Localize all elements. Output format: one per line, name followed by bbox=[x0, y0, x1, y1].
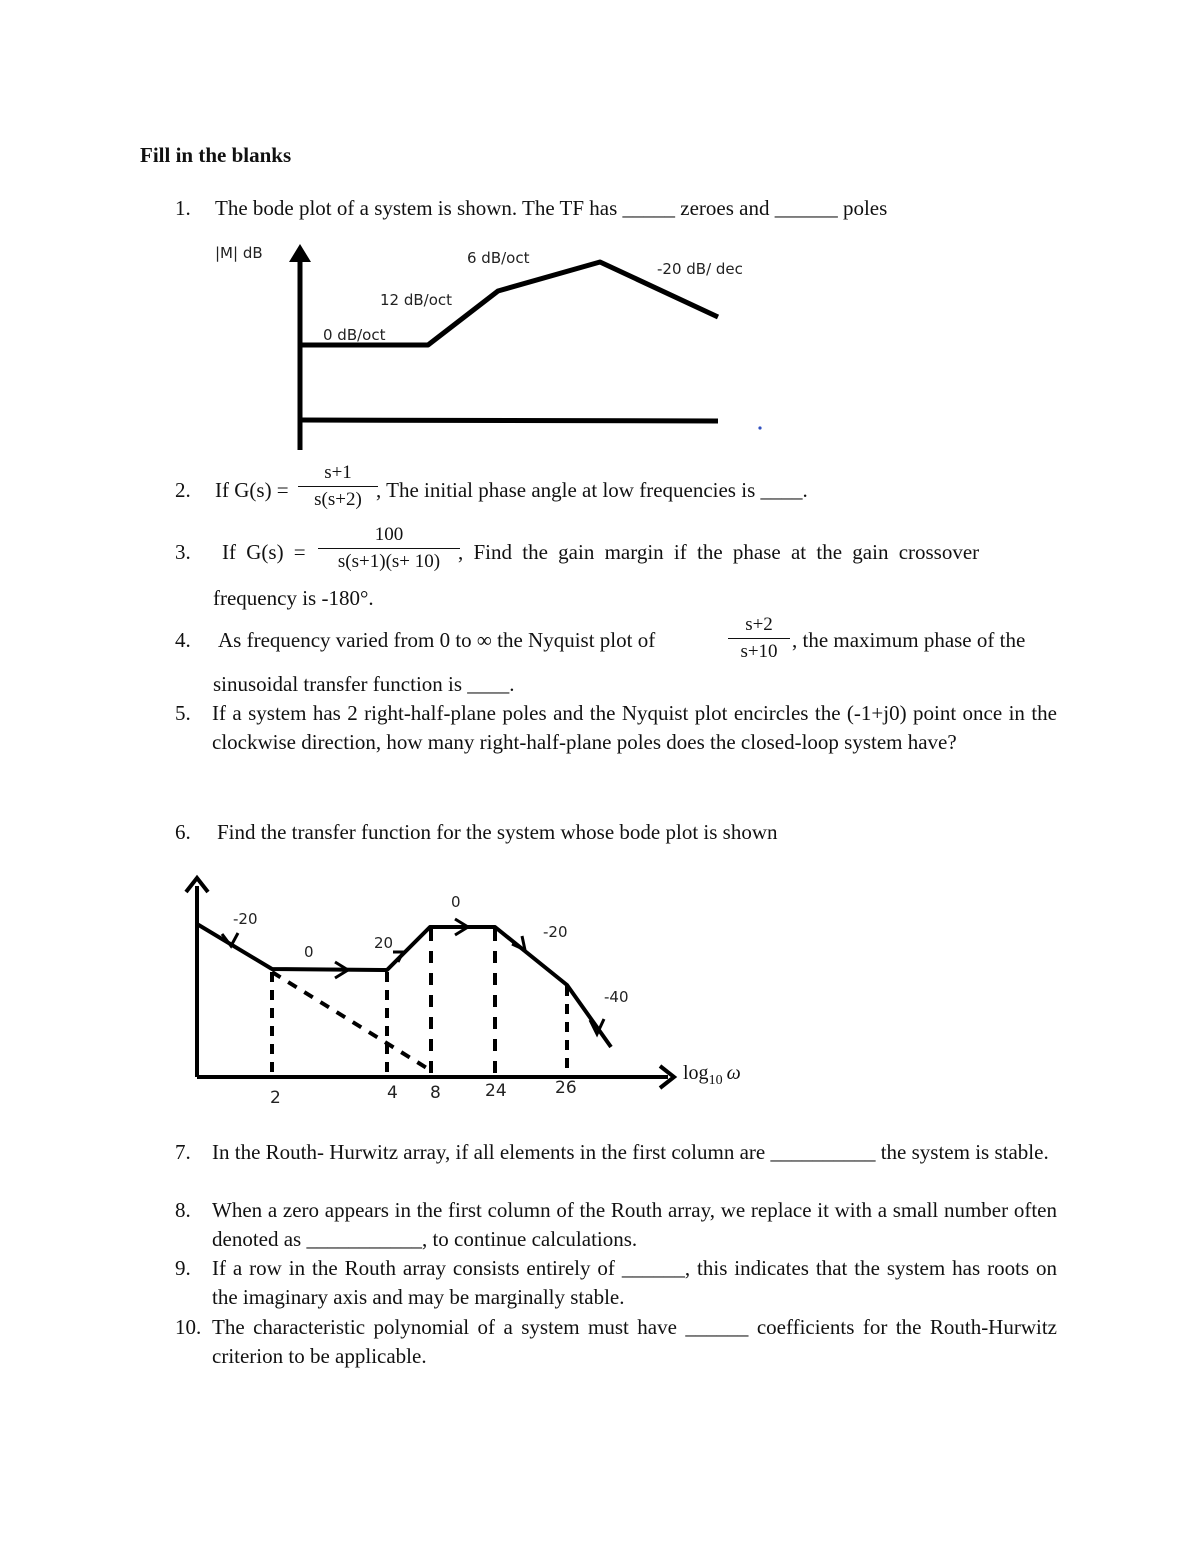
arrowhead bbox=[222, 933, 238, 946]
question-suffix: , The initial phase angle at low frequencies is ____. bbox=[376, 478, 808, 502]
tick-label: 24 bbox=[485, 1081, 507, 1101]
question-number: 8. bbox=[175, 1198, 191, 1222]
magnitude-curve bbox=[197, 924, 611, 1047]
tick-label: 8 bbox=[430, 1083, 441, 1103]
asymptote-extension bbox=[272, 972, 430, 1070]
tick-label: 26 bbox=[555, 1078, 577, 1098]
slope-label: 0 bbox=[451, 893, 461, 911]
question-number: 2. bbox=[175, 478, 191, 502]
question-text: The bode plot of a system is shown. The TF has _____ zeroes and ______ poles bbox=[215, 196, 888, 220]
slope-label: -20 bbox=[543, 923, 568, 941]
transfer-function-fraction bbox=[728, 614, 790, 663]
tick-label: 4 bbox=[387, 1083, 398, 1103]
segment-label-4: -20 dB/ dec bbox=[657, 260, 743, 278]
question-text: If a system has 2 right-half-plane poles and the Nyquist plot encircles the (-1+j0) point once in the clockwise direction, how many right-half-plane poles does the closed-loop system have? bbox=[212, 701, 1057, 754]
question-prefix: If G(s) = bbox=[215, 478, 289, 502]
fraction-denominator: s+10 bbox=[740, 641, 778, 662]
question-text: If a row in the Routh array consists entirely of ______, this indicates that the system has roots on the imaginary axis and may be marginally stable. bbox=[212, 1256, 1057, 1309]
question-prefix: If G(s) = bbox=[222, 540, 306, 564]
question-suffix: , the maximum phase of the bbox=[792, 628, 1026, 652]
fraction-numerator: s+1 bbox=[298, 462, 378, 487]
question-number: 7. bbox=[175, 1140, 191, 1164]
question-text: The characteristic polynomial of a system must have ______ coefficients for the Routh-Hurwitz criterion to be applicable. bbox=[212, 1315, 1057, 1368]
y-axis-arrow bbox=[289, 244, 311, 262]
question-line-2: frequency is -180°. bbox=[213, 586, 374, 610]
x-axis-label: $\log_{10} \omega$ bbox=[683, 1062, 741, 1088]
transfer-function-fraction bbox=[318, 524, 460, 573]
y-axis-label: |M| dB bbox=[215, 244, 263, 262]
slope-label: 0 bbox=[304, 943, 314, 961]
question-number: 6. bbox=[175, 820, 191, 844]
stray-dot bbox=[758, 426, 761, 429]
slope-label: -40 bbox=[604, 988, 629, 1006]
question-number: 4. bbox=[175, 628, 191, 652]
question-suffix: , Find the gain margin if the phase at the gain crossover bbox=[458, 540, 980, 564]
question-text: In the Routh- Hurwitz array, if all elements in the first column are __________ the system is stable. bbox=[212, 1140, 1049, 1164]
tick-label: 2 bbox=[270, 1088, 281, 1108]
question-text: Find the transfer function for the system whose bode plot is shown bbox=[217, 820, 778, 844]
fraction-denominator: s(s+1)(s+ 10) bbox=[337, 551, 441, 572]
question-line-2: sinusoidal transfer function is ____. bbox=[213, 672, 515, 696]
question-number: 3. bbox=[175, 540, 191, 564]
slope-label: -20 bbox=[233, 910, 258, 928]
slope-label: 20 bbox=[374, 934, 394, 952]
fraction-numerator: s+2 bbox=[728, 614, 790, 639]
bode-plot-2 bbox=[180, 868, 780, 1113]
segment-label-1: 0 dB/oct bbox=[323, 326, 386, 344]
question-number: 9. bbox=[175, 1256, 191, 1280]
question-number: 1. bbox=[175, 196, 191, 220]
question-prefix: As frequency varied from 0 to ∞ the Nyquist plot of bbox=[218, 628, 656, 652]
question-text: When a zero appears in the first column of the Routh array, we replace it with a small number often denoted as ___________, to continue calculations. bbox=[212, 1198, 1057, 1251]
baseline bbox=[300, 420, 718, 421]
fraction-numerator: 100 bbox=[318, 524, 460, 549]
fraction-denominator: s(s+2) bbox=[314, 489, 362, 510]
question-number: 10. bbox=[175, 1315, 202, 1339]
transfer-function-fraction bbox=[298, 462, 378, 511]
segment-label-2: 12 dB/oct bbox=[380, 291, 453, 309]
segment-label-3: 6 dB/oct bbox=[467, 249, 530, 267]
question-number: 5. bbox=[175, 701, 191, 725]
page-heading: Fill in the blanks bbox=[140, 143, 292, 167]
bode-plot-1 bbox=[200, 232, 780, 457]
